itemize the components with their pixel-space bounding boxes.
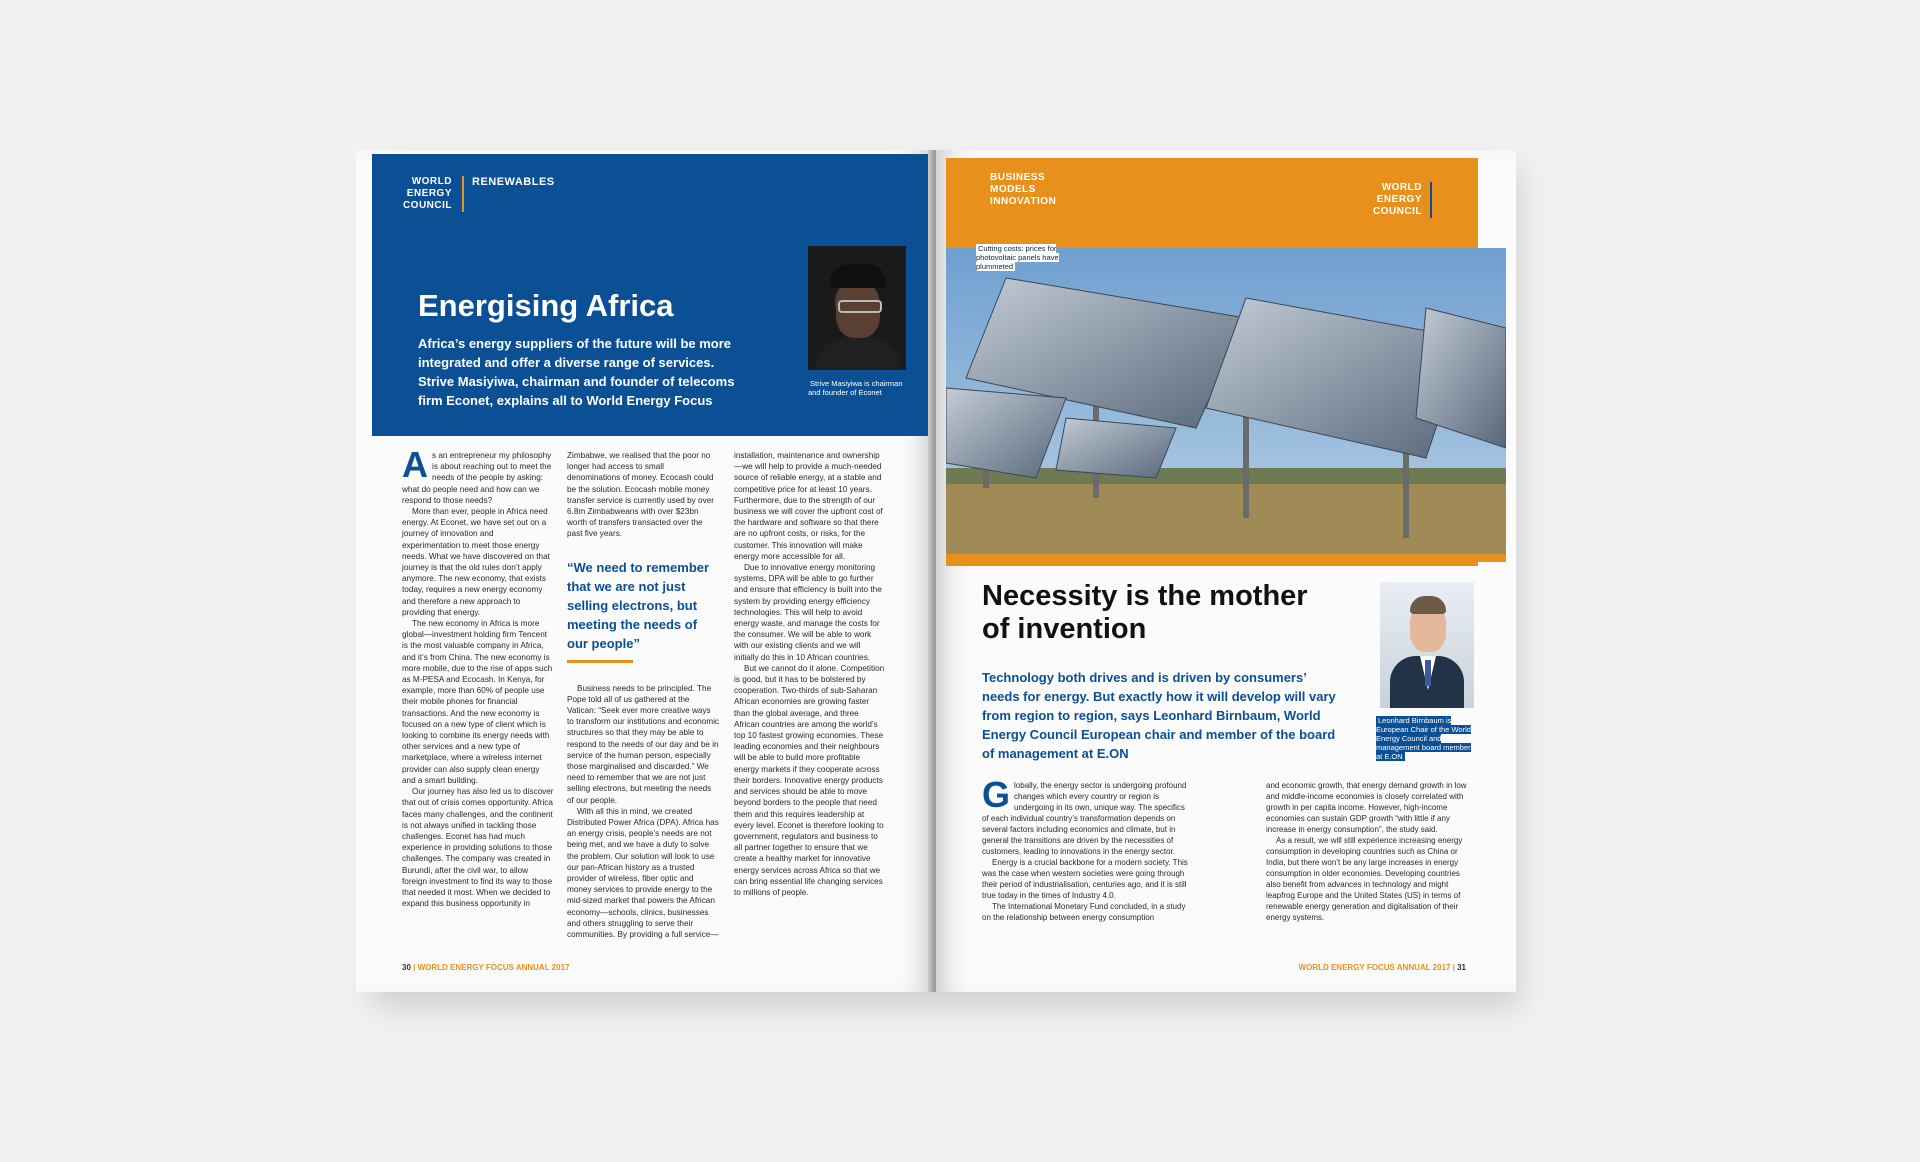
blue-header-panel — [372, 154, 929, 436]
section-tag — [990, 172, 1056, 208]
paragraph: Our journey has also led us to discover that out of crisis comes opportunity. Africa faces many challenges, and the continent is not always unified in tackling those challenges. Econet has had much experience in providing solutions to those challenges. The company was created in Burundi, after the civil war, to allow foreign investment to find its way to those that needed it most. When we decided to expand this business opportunity in — [402, 787, 554, 909]
body-column-2 — [567, 450, 719, 940]
paragraph: Due to innovative energy monitoring systems, DPA will be able to go further and ensure that efficiency is built into the system by providing energy efficiency technologies. This will help to avoid energy waste, and manage the costs for the consumer. We will be able to work with our existing clients and we will initially do this in 10 African countries. — [734, 563, 882, 662]
paragraph: s an entrepreneur my philosophy is about reaching out to meet the needs of the people by asking: what do people need and how can we respond to those needs? — [402, 451, 552, 505]
tag-line: MODELS — [990, 184, 1036, 195]
paragraph: Zimbabwe, we realised that the poor no longer had access to small denominations of money. Ecocash could be the solution. Ecocash mobile money transfer service is currently used by over 6.8m Zimbabweans with over $23bn worth of transfers transacted over the past five years. — [567, 451, 714, 539]
page-footer: WORLD ENERGY FOCUS ANNUAL 2017 | 31 — [1298, 963, 1466, 972]
article-title: Energising Africa — [418, 288, 674, 323]
article-title: Necessity is the mother of invention — [982, 580, 1308, 645]
logo-line: WORLD — [1381, 182, 1422, 193]
footer-text: WORLD ENERGY FOCUS ANNUAL 2017 — [1298, 963, 1451, 972]
standfirst: Technology both drives and is driven by consumers’ needs for energy. But exactly how it will develop will vary from region to region, says Leonhard Birnbaum, World Energy Council European chair and member of the board of management at E.ON — [982, 670, 1336, 761]
pull-quote: “We need to remember that we are not just selling electrons, but meeting the needs of our people” — [567, 558, 719, 659]
logo-line: ENERGY — [1376, 194, 1422, 205]
wec-logo — [1372, 182, 1432, 218]
paragraph: lobally, the energy sector is undergoing profound changes which every country or region is undergoing in its own, unique way. The specifics of each individual country’s transformation depends on several factors including economics and climate, but in general the transitions are driven by the necessities of customers, leading to innovations in the energy sector. — [982, 781, 1187, 856]
left-page — [356, 150, 932, 992]
paragraph: The International Monetary Fund concluded, in a study on the relationship between energy consumption — [982, 902, 1186, 922]
photo-caption: Cutting costs: prices for photovoltaic panels have plummeted — [976, 244, 1059, 271]
logo-line: COUNCIL — [402, 200, 452, 211]
solar-panels-photo — [946, 248, 1506, 562]
portrait-caption: Strive Masiyiwa is chairman and founder of Econet — [808, 379, 903, 397]
paragraph: Business needs to be principled. The Pope told all of us gathered at the Vatican: “Seek ever more creative ways to transform our institutions and economic structures so that they may be able to respond to the needs of our day and be in service of the human person, especially those marginalised and discarded.” We need to remember that we are not just selling electrons, but meeting the needs of our people. — [567, 683, 719, 805]
page-number: 30 — [402, 963, 411, 972]
paragraph: installation, maintenance and ownership—we will help to provide a much-needed source of reliable energy, at a stable and competitive price for at least 10 years. Furthermore, due to the strength of our business we will cover the upfront cost of the hardware and software so that there are no upfront costs, or risks, for the customer. This innovation will make energy more accessible for all. — [734, 451, 883, 561]
portrait-photo — [808, 246, 906, 370]
drop-cap: A — [402, 444, 428, 485]
section-tag: RENEWABLES — [472, 176, 555, 188]
wec-logo — [402, 176, 464, 212]
body-column-2 — [1266, 780, 1476, 923]
right-page — [936, 150, 1516, 992]
footer-text: WORLD ENERGY FOCUS ANNUAL 2017 — [417, 963, 570, 972]
body-column-1 — [402, 444, 554, 909]
portrait-caption: Leonhard Birnbaum is European Chair of the World Energy Council and management board member at E.ON — [1376, 716, 1471, 761]
paragraph: More than ever, people in Africa need energy. At Econet, we have set out on a journey of innovation and experimentation to meet those energy needs. What we have discovered on that journey is that the old rules don’t apply anymore. The new economy, that exists today, requires a new energy economy and therefore a new approach to providing that energy. — [402, 507, 550, 617]
tag-line: BUSINESS — [990, 172, 1046, 183]
logo-line: ENERGY — [406, 188, 452, 199]
page-footer: 30 | WORLD ENERGY FOCUS ANNUAL 2017 — [402, 963, 570, 972]
paragraph: and economic growth, that energy demand growth in low and middle-income economies is closely correlated with growth in per capita income. However, high-income economies can sustain GDP growth “with little if any increase in energy consumption”, the study said. — [1266, 781, 1467, 834]
standfirst: Africa’s energy suppliers of the future will be more integrated and offer a diverse range of services. Strive Masiyiwa, chairman and founder of telecoms firm Econet, explains all to World Energy Focus — [418, 336, 735, 408]
paragraph: As a result, we will still experience increasing energy consumption in developing countries such as China or India, but there won’t be any large increases in energy consumption in older economies. Developing countries also benefit from advances in technology and might leapfrog Europe and the United States (US) in terms of renewable energy generation and digitalisation of their energy systems. — [1266, 836, 1463, 922]
logo-line: WORLD — [411, 176, 452, 187]
tag-line: INNOVATION — [990, 196, 1057, 207]
paragraph: The new economy in Africa is more global—investment holding firm Tencent is the most valuable company in Africa, and it’s from China. The new economy is more mobile, due to the rise of apps such as M-PESA and Ecocash. In Kenya, for example, more than 60% of people use their mobile phones for financial transactions. And the new economy is focused on a new type of client which is looking to combine its energy needs with other services and a new type of marketplace, where a wireless internet provider can also supply clean energy and a smart building. — [402, 619, 553, 785]
paragraph: But we cannot do it alone. Competition is good, but it has to be bolstered by cooperation. Two-thirds of sub-Saharan African economies are growing faster than the global average, and three African countries are among the world’s top 10 fastest growing economies. These leading economies and their neighbours will be able to build more profitable energy markets if they cooperate across their borders. Innovative energy products and services should be able to move beyond borders to the people that need them and this requires leadership at every level. Econet is therefore looking to government, regulators and business to all partner together to ensure that we create a healthy market for innovative energy services across Africa so that we can bring essential life changing services to millions of people. — [734, 663, 885, 897]
body-column-3 — [734, 450, 886, 898]
body-column-1 — [982, 774, 1190, 923]
page-number: 31 — [1457, 963, 1466, 972]
paragraph: With all this in mind, we created Distributed Power Africa (DPA). Africa has an energy crisis, people’s needs are not being met, and we have a duty to solve the problem. Our solution will look to use our pan-African history as a trusted provider of wireless, fiber optic and money services to provide energy to the mid-sized market that powers the African economy—schools, clinics, businesses and others struggling to serve their communities. By providing a full service— — [567, 806, 719, 940]
logo-line: COUNCIL — [1372, 206, 1422, 217]
portrait-photo — [1380, 582, 1474, 708]
paragraph: Energy is a crucial backbone for a modern society. This was the case when western societies were going through their period of industrialisation, centuries ago, and it is still true today in the times of Industry 4.0. — [982, 858, 1188, 900]
drop-cap: G — [982, 774, 1011, 815]
